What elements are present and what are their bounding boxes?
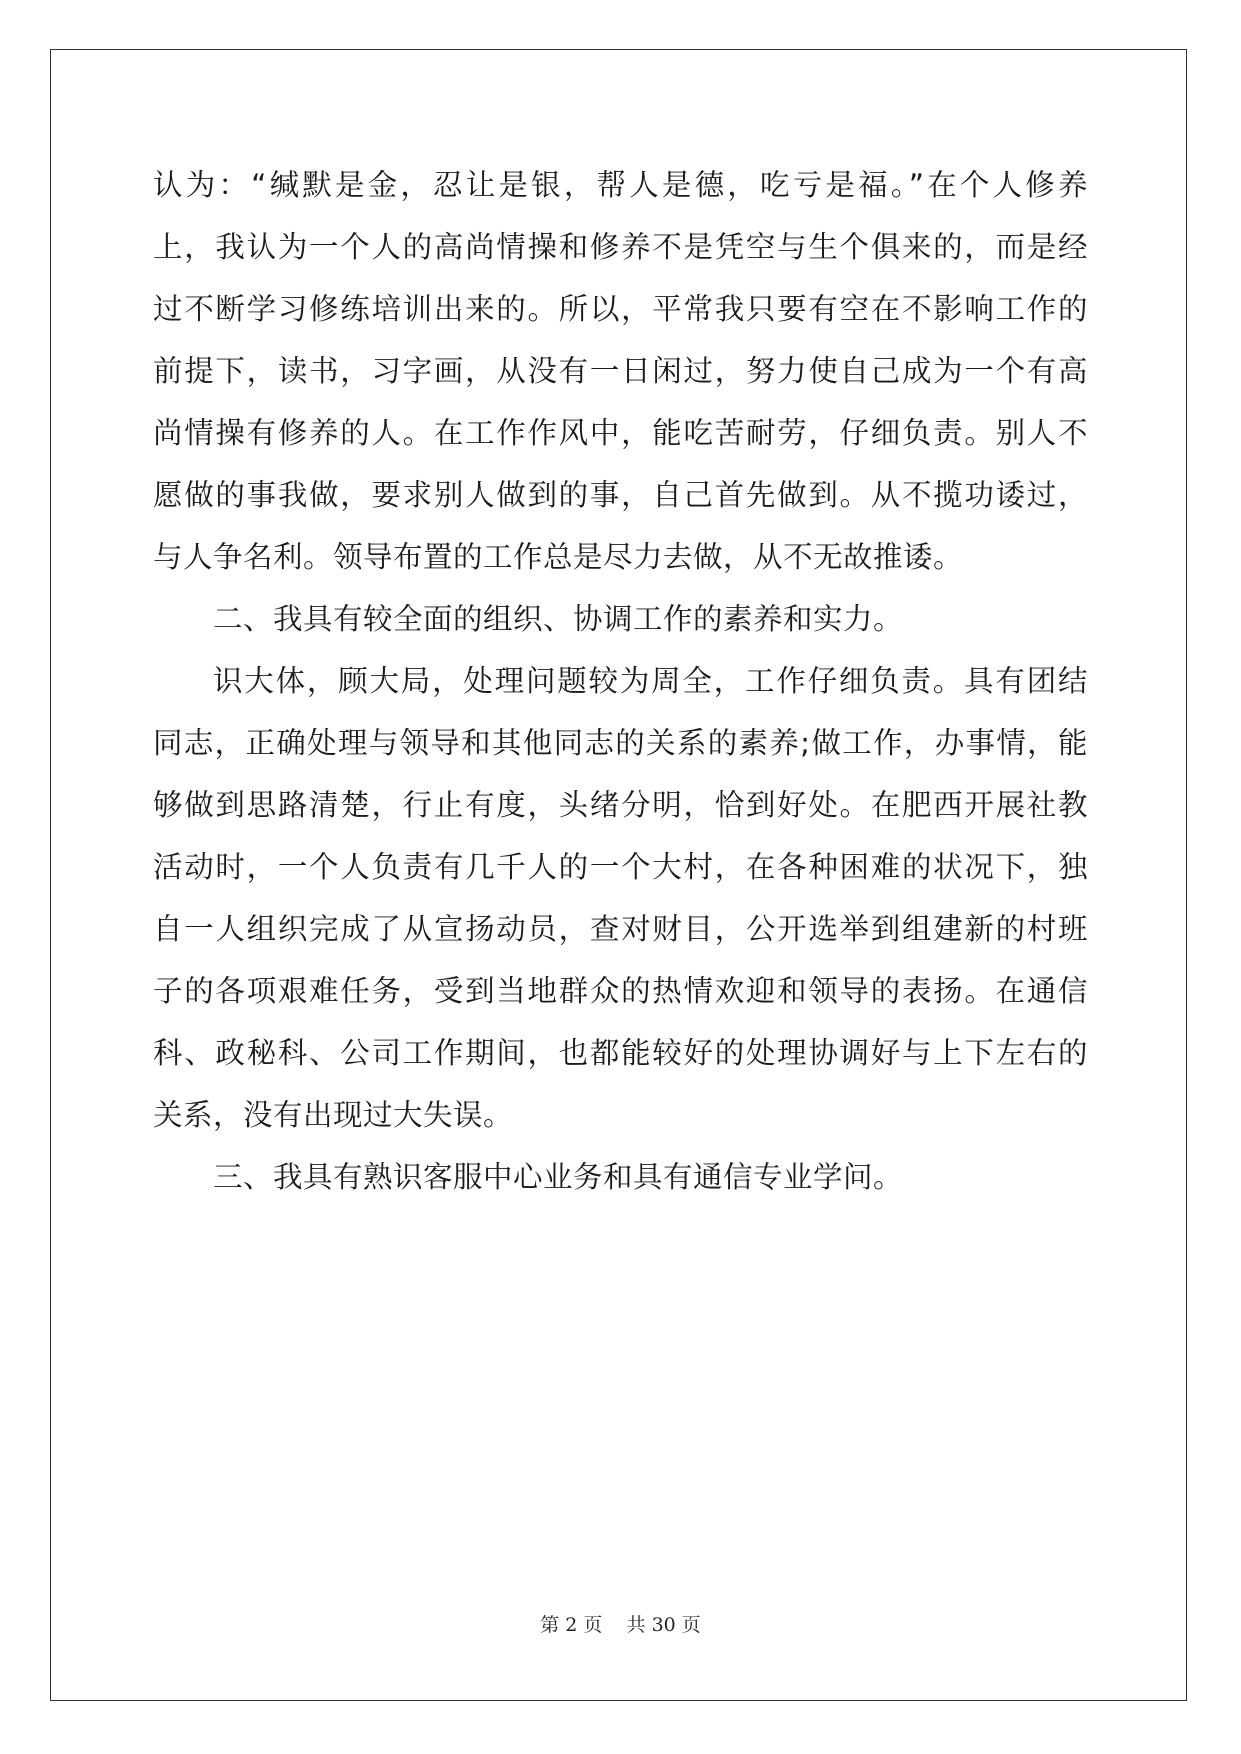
paragraph-line: 前提下，读书，习字画，从没有一日闲过，努力使自己成为一个有高 <box>153 354 1088 388</box>
paragraph-line: 关系，没有出现过大失误。 <box>153 1098 514 1132</box>
section-heading: 三、我具有熟识客服中心业务和具有通信专业学问。 <box>213 1160 904 1194</box>
page-number: 第 2 页 <box>540 1614 603 1636</box>
paragraph-line: 愿做的事我做，要求别人做到的事，自己首先做到。从不揽功诿过， <box>153 478 1088 512</box>
paragraph-line: 识大体，顾大局，处理问题较为周全，工作仔细负责。具有团结 <box>213 664 1088 698</box>
paragraph-line: 科、政秘科、公司工作期间，也都能较好的处理协调好与上下左右的 <box>153 1036 1088 1070</box>
section-heading: 二、我具有较全面的组织、协调工作的素养和实力。 <box>213 602 904 636</box>
paragraph-line: 自一人组织完成了从宣扬动员，查对财目，公开选举到组建新的村班 <box>153 912 1088 946</box>
paragraph-line: 与人争名利。领导布置的工作总是尽力去做，从不无故推诿。 <box>153 540 964 574</box>
paragraph-line: 上，我认为一个人的高尚情操和修养不是凭空与生个俱来的，而是经 <box>153 230 1088 264</box>
paragraph-line: 子的各项艰难任务，受到当地群众的热情欢迎和领导的表扬。在通信 <box>153 974 1088 1008</box>
page-footer <box>0 1610 1241 1637</box>
paragraph-line: 够做到思路清楚，行止有度，头绪分明，恰到好处。在肥西开展社教 <box>153 788 1088 822</box>
page-total: 共 30 页 <box>626 1614 701 1636</box>
paragraph-line: 活动时，一个人负责有几千人的一个大村，在各种困难的状况下，独 <box>153 850 1088 884</box>
paragraph-line: 同志，正确处理与领导和其他同志的关系的素养;做工作，办事情，能 <box>153 726 1088 760</box>
paragraph-line: 过不断学习修练培训出来的。所以，平常我只要有空在不影响工作的 <box>153 292 1088 326</box>
paragraph-line: 认为：“缄默是金，忍让是银，帮人是德，吃亏是福。”在个人修养 <box>153 168 1088 202</box>
paragraph-line: 尚情操有修养的人。在工作作风中，能吃苦耐劳，仔细负责。别人不 <box>153 416 1088 450</box>
